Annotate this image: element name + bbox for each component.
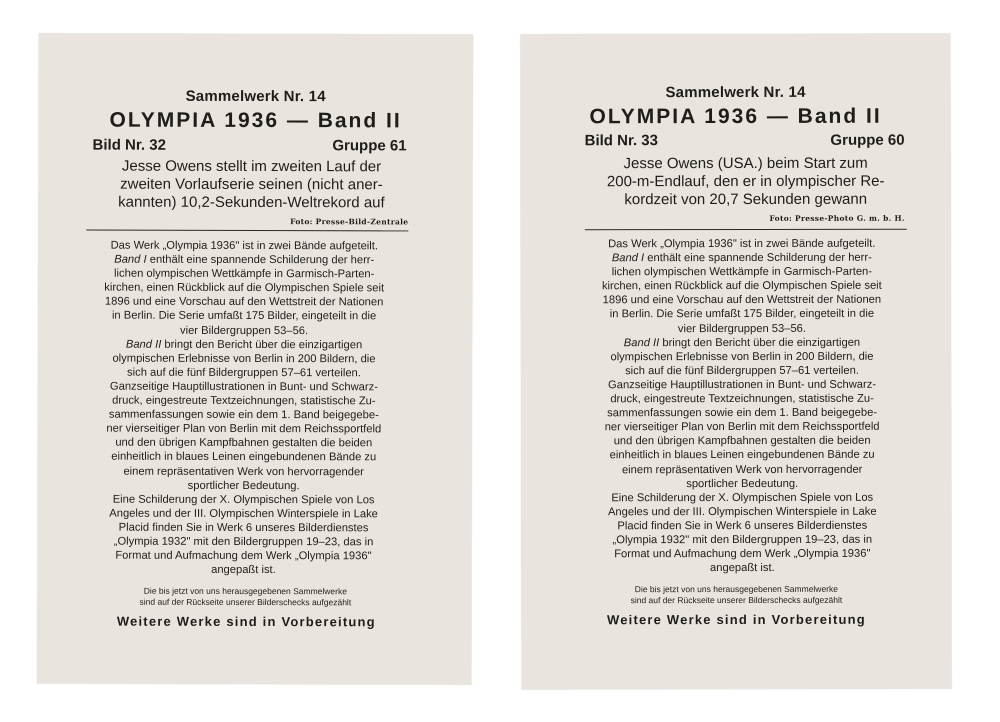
body-line: sich auf die fünf Bildergruppen 57–61 verteilen.: [625, 364, 859, 378]
band-heading: Band II: [125, 338, 162, 351]
body-text: [71, 239, 416, 578]
note-line: Die bis jetzt von uns herausgegebenen Sammelwerke: [634, 583, 838, 595]
body-text: [573, 237, 912, 576]
note-line: Die bis jetzt von uns herausgegebenen Sammelwerke: [143, 585, 347, 597]
caption-line: Jesse Owens stellt im zweiten Lauf der: [121, 157, 382, 176]
body-line: Placid finden Sie in Werk 6 unseres Bilderdienstes: [617, 519, 868, 533]
body-line: angepaßt ist.: [211, 564, 276, 577]
band-heading: Band I: [611, 252, 645, 265]
body-line: Placid finden Sie in Werk 6 unseres Bilderdienstes: [118, 521, 369, 535]
group-number: Gruppe 60: [830, 131, 905, 149]
body-line: sammenfassungen sowie ein dem 1. Band beigegebe-: [108, 408, 379, 422]
body-line: und den übrigen Kampfbahnen gestalten die beiden: [613, 435, 871, 448]
body-line: druck, eingestreute Textzeichnungen, statistische Zu-: [112, 394, 376, 408]
collections-note: [37, 585, 471, 608]
body-line: angepaßt ist.: [710, 562, 775, 575]
body-line: einem repräsentativen Werk von hervorragender: [123, 465, 364, 478]
body-line: Das Werk „Olympia 1936" ist in zwei Bände aufgeteilt.: [110, 239, 379, 253]
caption-line: kordzeit von 20,7 Sekunden gewann: [624, 190, 868, 209]
photo-credit: Foto: Presse-Photo G. m. b. H.: [769, 213, 905, 223]
body-line: Eine Schilderung der X. Olympischen Spiele von Los: [112, 493, 375, 507]
caption-line: Jesse Owens (USA.) beim Start zum: [623, 154, 868, 173]
footer-text: Weitere Werke sind in Vorbereitung: [606, 611, 866, 628]
band-heading: Band I: [114, 253, 147, 266]
body-line: lichen olympischen Wettkämpfe in Garmisch-Parten-: [114, 267, 375, 281]
body-line: Das Werk „Olympia 1936" ist in zwei Bände aufgeteilt.: [608, 237, 876, 251]
body-line: Format und Aufmachung dem Werk „Olympia 1936": [115, 549, 372, 563]
note-line: sind auf der Rückseite unserer Bilderschecks aufgezählt: [139, 596, 352, 608]
collection-label: Sammelwerk Nr. 14: [665, 83, 806, 102]
card-title: OLYMPIA 1936 — Band II: [589, 104, 882, 129]
card-title: OLYMPIA 1936 — Band II: [109, 108, 402, 133]
body-line: olympischen Erlebnisse von Berlin in 200 Bildern, die: [112, 352, 376, 366]
trading-card-back-bild-32: [37, 33, 473, 684]
divider-rule: [86, 230, 408, 232]
band-heading: Band II: [623, 336, 660, 349]
body-line: sich auf die fünf Bildergruppen 57–61 verteilen.: [127, 366, 361, 380]
picture-number: Bild Nr. 32: [92, 136, 166, 154]
body-line: sammenfassungen sowie ein dem 1. Band beigegebe-: [607, 406, 878, 420]
body-line: kirchen, einen Rückblick auf die Olympischen Spiele seit: [601, 280, 882, 293]
body-line: Angeles und der III. Olympischen Winterspiele in Lake: [109, 507, 378, 521]
body-line: olympischen Erlebnisse von Berlin in 200 Bildern, die: [610, 350, 874, 363]
body-line: ner vierseitiger Plan von Berlin mit dem Reichssportfeld: [604, 420, 880, 434]
body-line: Eine Schilderung der X. Olympischen Spiele von Los: [611, 491, 874, 504]
trading-card-back-bild-33: [520, 34, 951, 690]
body-line: lichen olympischen Wettkämpfe in Garmisch-Parten-: [611, 265, 873, 279]
body-line: Angeles und der III. Olympischen Winterspiele in Lake: [607, 505, 877, 519]
body-line: einheitlich in blaues Leinen eingebundenen Bände zu: [609, 449, 875, 462]
body-line: „Olympia 1932" mit den Bildergruppen 19–23, das in: [612, 533, 873, 547]
note-line: sind auf der Rückseite unserer Bilderschecks aufgezählt: [630, 594, 843, 606]
body-line: sportlicher Bedeutung.: [686, 477, 799, 490]
picture-number: Bild Nr. 33: [584, 132, 658, 150]
body-line: einem repräsentativen Werk von hervorragender: [621, 463, 863, 476]
body-line: in Berlin. Die Serie umfaßt 175 Bilder, eingeteilt in die: [609, 308, 875, 321]
body-line: 1896 und eine Vorschau auf den Wettstreit der Nationen: [104, 295, 384, 309]
body-line: kirchen, einen Rückblick auf die Olympischen Spiele seit: [104, 281, 385, 295]
body-line: ner vierseitiger Plan von Berlin mit dem Reichssportfeld: [106, 422, 382, 436]
body-line: Format und Aufmachung dem Werk „Olympia 1936": [614, 547, 871, 561]
caption-line: zweiten Vorlaufserie seinen (nicht aner-: [120, 175, 383, 194]
body-line: Band I enthält eine spannende Schilderung der herr-: [114, 253, 375, 267]
divider-rule: [585, 229, 907, 231]
body-line: Ganzseitige Hauptillustrationen in Bunt- und Schwarz-: [109, 380, 378, 394]
caption-line: kannten) 10,2-Sekunden-Weltrekord auf: [118, 193, 385, 212]
body-line: sportlicher Bedeutung.: [187, 479, 300, 492]
body-line: und den übrigen Kampfbahnen gestalten die beiden: [115, 436, 373, 450]
body-line: 1896 und eine Vorschau auf den Wettstreit der Nationen: [602, 294, 882, 307]
group-number: Gruppe 61: [332, 137, 407, 155]
body-line: „Olympia 1932" mit den Bildergruppen 19–23, das in: [113, 535, 374, 549]
caption-line: 200-m-Endlauf, den er in olympischer Re-: [606, 172, 885, 191]
body-line: Band II bringt den Bericht über die einzigartigen: [623, 336, 861, 349]
body-line: druck, eingestreute Textzeichnungen, statistische Zu-: [610, 392, 874, 406]
caption: [78, 158, 424, 213]
footer-text: Weitere Werke sind in Vorbereitung: [116, 613, 376, 630]
body-line: einheitlich in blaues Leinen eingebundenen Bände zu: [111, 451, 377, 464]
body-line: vier Bildergruppen 53–56.: [179, 324, 309, 337]
caption: [577, 155, 915, 210]
body-line: Band I enthält eine spannende Schilderung der herr-: [611, 251, 872, 265]
collections-note: [521, 584, 951, 607]
body-line: in Berlin. Die Serie umfaßt 175 Bilder, eingeteilt in die: [111, 310, 377, 323]
body-line: Band II bringt den Bericht über die einzigartigen: [125, 338, 363, 351]
photo-credit: Foto: Presse-Bild-Zentrale: [290, 217, 409, 227]
body-line: vier Bildergruppen 53–56.: [677, 322, 807, 335]
collection-label: Sammelwerk Nr. 14: [185, 87, 326, 106]
body-line: Ganzseitige Hauptillustrationen in Bunt- und Schwarz-: [608, 378, 877, 392]
